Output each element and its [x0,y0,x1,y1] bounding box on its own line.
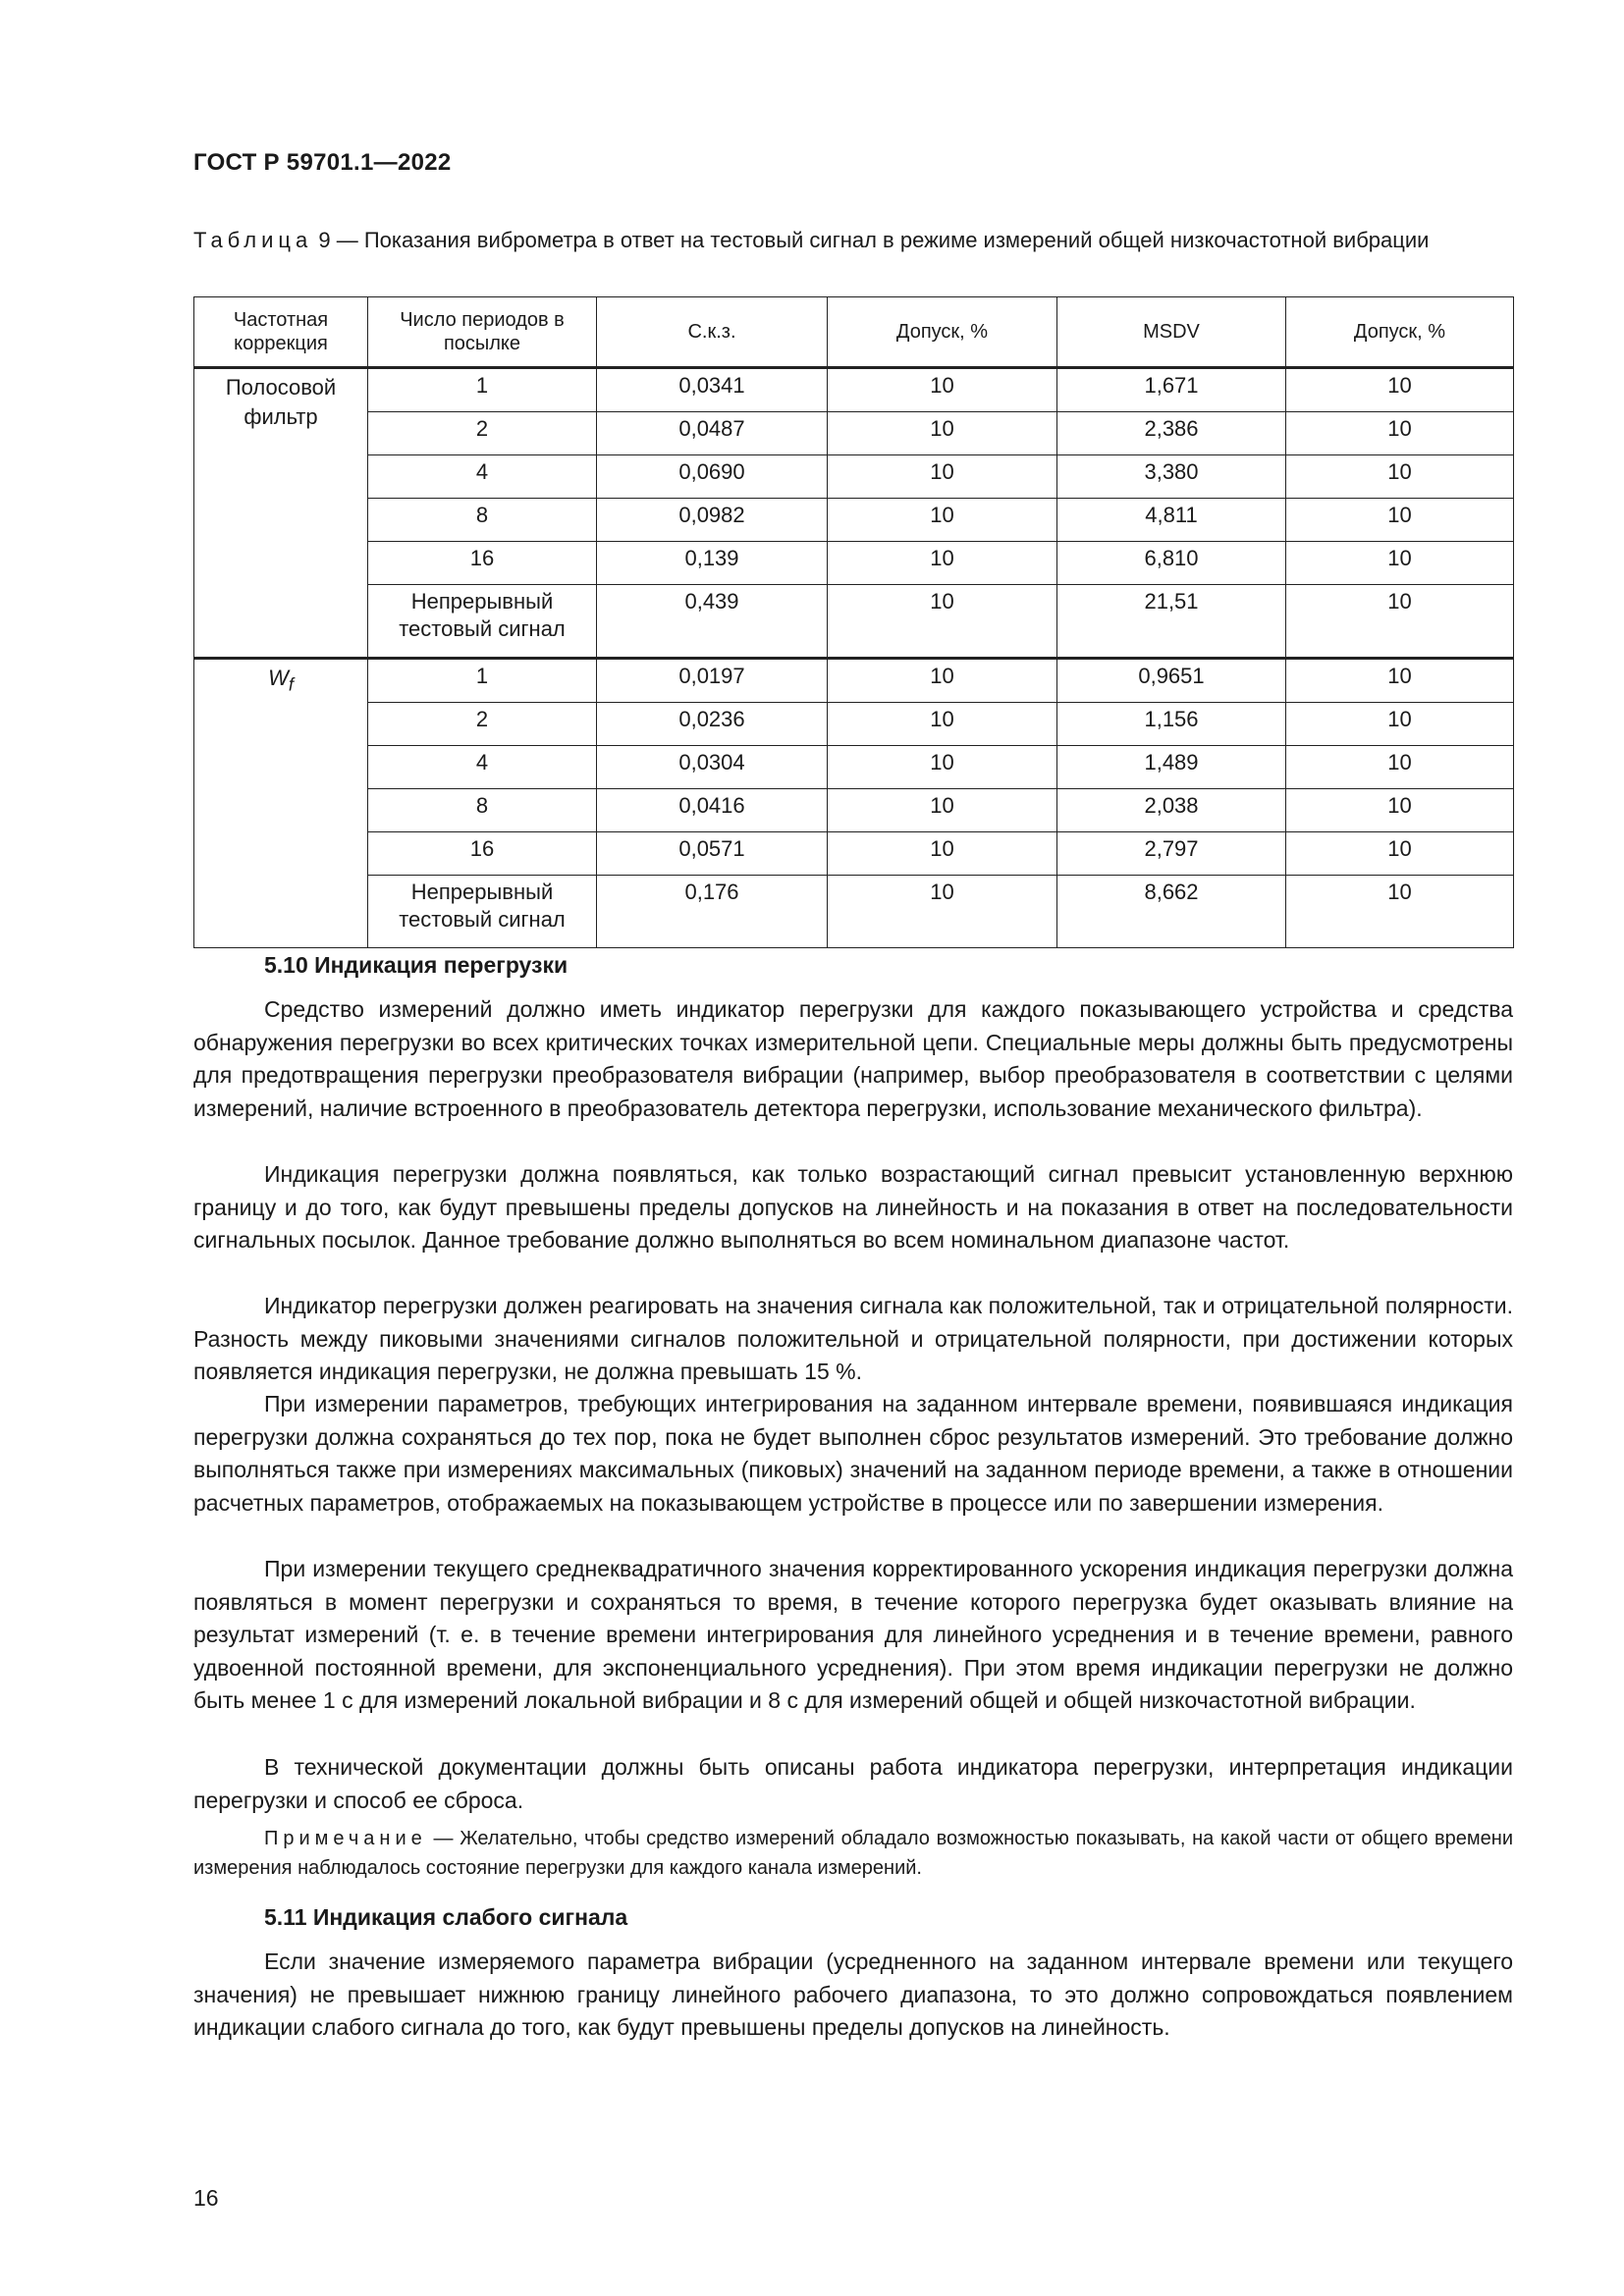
col-header-rms: С.к.з. [597,297,828,368]
col-header-tolerance-2: Допуск, % [1286,297,1514,368]
cell-periods: 8 [368,789,597,832]
table-row [194,585,1514,659]
cell-tol1: 10 [828,368,1057,412]
table-row [194,746,1514,789]
table-body [194,368,1514,948]
cell-periods: 1 [368,659,597,703]
cell-periods: 4 [368,746,597,789]
section-5-10-title: 5.10 Индикация перегрузки [264,952,568,978]
cell-tol2: 10 [1286,832,1514,876]
table-row [194,876,1514,948]
section-5-10-paragraph-4: При измерении параметров, требующих интегрирования на заданном интервале времени, появившаяся индикация перегрузки должна сохраняться до тех пор, пока не будет выполнен сброс результатов измерений. Это требование должно выполняться также при измерениях максимальных (пиковых) значений на заданном периоде времени, а также в отношении расчетных параметров, отображаемых на показывающем устройстве в процессе или по завершении измерения. [193,1391,1513,1516]
cell-tol2: 10 [1286,876,1514,948]
section-5-10-paragraph-2: Индикация перегрузки должна появляться, как только возрастающий сигнал превысит установленную верхнюю границу и до того, как будут превышены пределы допусков на линейность и на показания в ответ на последовательности сигнальных посылок. Данное требование должно выполняться во всем номинальном диапазоне частот. [193,1161,1513,1253]
cell-tol2: 10 [1286,542,1514,585]
cell-rms: 0,0690 [597,455,828,499]
cell-msdv: 3,380 [1057,455,1286,499]
cell-tol2: 10 [1286,703,1514,746]
table-row [194,368,1514,412]
col-header-msdv: MSDV [1057,297,1286,368]
table-row [194,789,1514,832]
cell-tol2: 10 [1286,585,1514,659]
group-wf-symbol: W [268,666,289,690]
section-5-11-paragraph-1: Если значение измеряемого параметра вибрации (усредненного на заданном интервале времени или текущего значения) не превышает нижнюю границу линейного рабочего диапазона, то это должно сопровождаться появлением индикации слабого сигнала до того, как будут превышены пределы допусков на линейность. [193,1949,1513,2040]
cell-tol1: 10 [828,585,1057,659]
note-text: — Желательно, чтобы средство измерений обладало возможностью показывать, на какой части от общего времени измерения наблюдалось состояние перегрузки для каждого канала измерений. [193,1828,1513,1879]
section-5-11-title: 5.11 Индикация слабого сигнала [264,1904,628,1930]
cell-tol1: 10 [828,703,1057,746]
cell-tol1: 10 [828,659,1057,703]
note [193,1824,1513,1883]
cell-rms: 0,0197 [597,659,828,703]
cell-msdv: 1,156 [1057,703,1286,746]
cell-rms: 0,139 [597,542,828,585]
cell-rms: 0,0236 [597,703,828,746]
group-wf-subscript: f [288,673,294,695]
cell-rms: 0,0982 [597,499,828,542]
cell-tol1: 10 [828,455,1057,499]
cell-msdv: 6,810 [1057,542,1286,585]
cell-msdv: 1,489 [1057,746,1286,789]
cell-rms: 0,0304 [597,746,828,789]
cell-tol1: 10 [828,499,1057,542]
cell-msdv: 21,51 [1057,585,1286,659]
cell-msdv: 2,038 [1057,789,1286,832]
cell-tol2: 10 [1286,746,1514,789]
page-number: 16 [193,2185,219,2211]
cell-tol1: 10 [828,746,1057,789]
table-row [194,542,1514,585]
table-caption-prefix: Таблица [193,228,313,252]
table-header-row [194,297,1514,368]
cell-tol1: 10 [828,542,1057,585]
table-row [194,659,1514,703]
note-label: Примечание [264,1828,427,1849]
cell-periods: 16 [368,542,597,585]
col-header-periods: Число периодов в посылке [368,297,597,368]
cell-tol1: 10 [828,876,1057,948]
cell-msdv: 2,797 [1057,832,1286,876]
section-5-10-paragraph-6: В технической документации должны быть описаны работа индикатора перегрузки, интерпретация индикации перегрузки и способ ее сброса. [193,1754,1513,1813]
cell-rms: 0,0487 [597,412,828,455]
cell-tol2: 10 [1286,789,1514,832]
table-caption-text: 9 — Показания виброметра в ответ на тестовый сигнал в режиме измерений общей низкочастотной вибрации [318,228,1430,252]
cell-tol2: 10 [1286,499,1514,542]
cell-tol2: 10 [1286,412,1514,455]
section-5-10-paragraph-3: Индикатор перегрузки должен реагировать на значения сигнала как положительной, так и отрицательной полярности. Разность между пиковыми значениями сигналов положительной и отрицательной полярности, при достижении которых появляется индикация перегрузки, не должна превышать 15 %. [193,1293,1513,1384]
section-5-10-paragraph-5: При измерении текущего среднеквадратичного значения корректированного ускорения индикация перегрузки должна появляться в момент перегрузки и сохраняться то время, в течение которого перегрузка будет оказывать влияние на результат измерений (т. е. в течение времени интегрирования для линейного усреднения и в течение времени, равного удвоенной постоянной времени, для экспоненциального усреднения). При этом время индикации перегрузки не должно быть менее 1 с для измерений локальной вибрации и 8 с для измерений общей и общей низкочастотной вибрации. [193,1556,1513,1713]
cell-periods: Непрерывный тестовый сигнал [368,876,597,948]
group-wf [194,659,368,948]
col-header-correction: Частотная коррекция [194,297,368,368]
table-row [194,832,1514,876]
section-5-10-paragraph-1: Средство измерений должно иметь индикатор перегрузки для каждого показывающего устройства и средства обнаружения перегрузки во всех критических точках измерительной цепи. Специальные меры должны быть предусмотрены для предотвращения перегрузки преобразователя вибрации (например, выбор преобразователя в соответствии с целями измерений, наличие встроенного в преобразователь детектора перегрузки, использование механического фильтра). [193,996,1513,1121]
standard-header: ГОСТ Р 59701.1—2022 [193,149,452,176]
cell-tol2: 10 [1286,455,1514,499]
table-row [194,412,1514,455]
cell-rms: 0,0571 [597,832,828,876]
cell-tol1: 10 [828,412,1057,455]
cell-rms: 0,439 [597,585,828,659]
cell-tol1: 10 [828,789,1057,832]
cell-rms: 0,0416 [597,789,828,832]
vibration-table [193,296,1514,948]
cell-msdv: 1,671 [1057,368,1286,412]
col-header-tolerance-1: Допуск, % [828,297,1057,368]
cell-periods: 4 [368,455,597,499]
cell-rms: 0,176 [597,876,828,948]
table-row [194,455,1514,499]
cell-rms: 0,0341 [597,368,828,412]
cell-periods: 1 [368,368,597,412]
group-bandpass: Полосовой фильтр [194,368,368,659]
cell-periods: 8 [368,499,597,542]
cell-tol1: 10 [828,832,1057,876]
cell-msdv: 4,811 [1057,499,1286,542]
table-row [194,703,1514,746]
table-caption [193,226,1513,255]
cell-msdv: 8,662 [1057,876,1286,948]
cell-msdv: 0,9651 [1057,659,1286,703]
cell-tol2: 10 [1286,659,1514,703]
cell-periods: 16 [368,832,597,876]
cell-msdv: 2,386 [1057,412,1286,455]
table-row [194,499,1514,542]
cell-periods: 2 [368,412,597,455]
cell-periods: Непрерывный тестовый сигнал [368,585,597,659]
cell-tol2: 10 [1286,368,1514,412]
cell-periods: 2 [368,703,597,746]
